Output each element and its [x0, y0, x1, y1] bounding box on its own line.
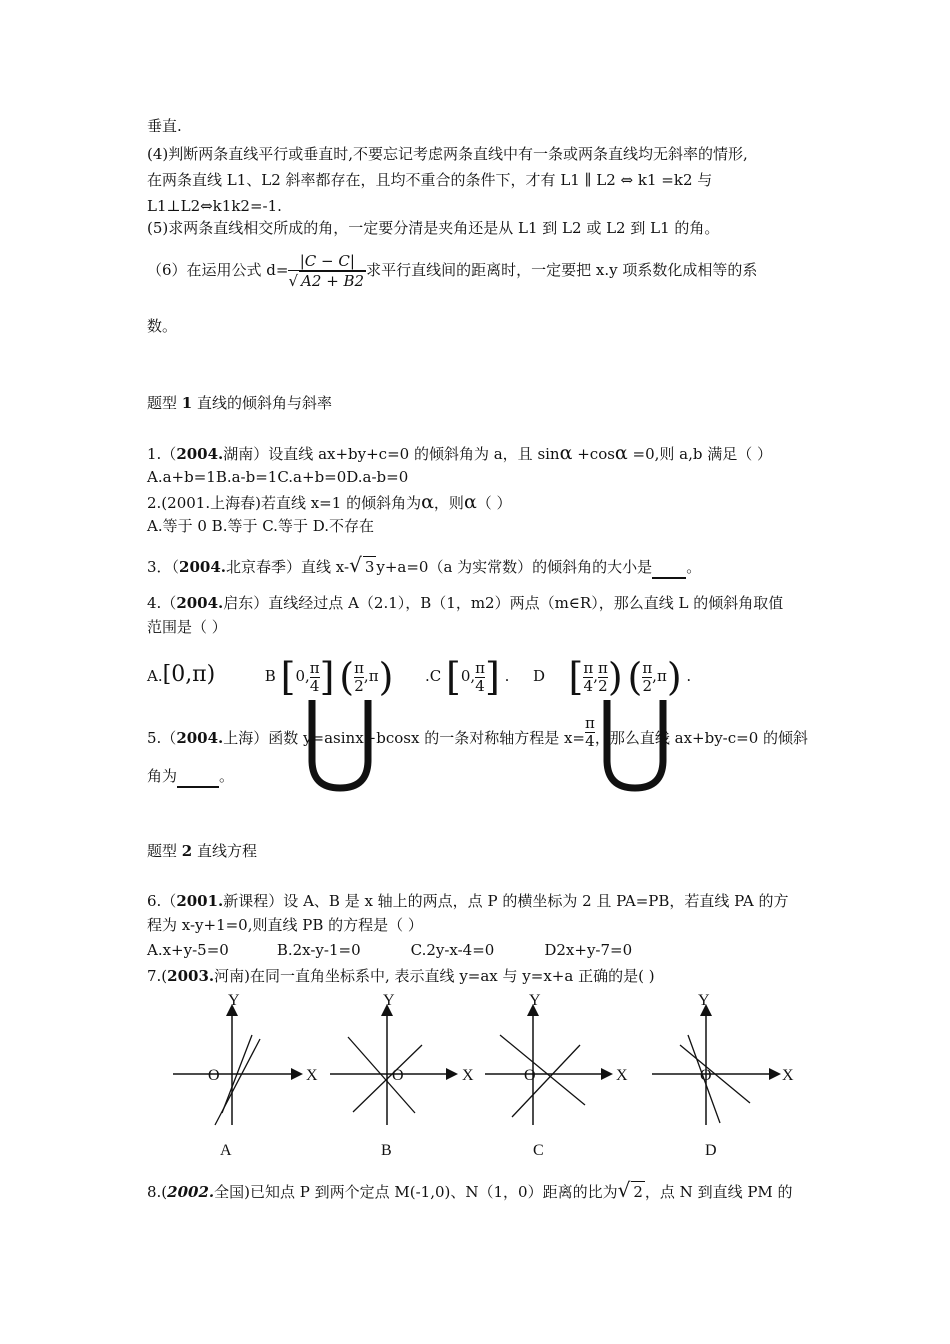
note-line-0: 垂直.: [147, 117, 182, 135]
pi-over-2: [642, 660, 652, 695]
q1-text-b: 湖南）设直线 ax+by+c=0 的倾斜角为 a，且 sin: [223, 445, 560, 463]
q4-option-a-value: [0,π): [162, 662, 216, 687]
q5-text: 5.（: [147, 729, 177, 747]
bracket: ]: [485, 655, 500, 699]
section-1-heading: [147, 393, 332, 413]
two: 2: [354, 676, 364, 695]
y-axis-label: Y: [529, 992, 541, 1009]
pi: π: [656, 667, 667, 685]
formula-denominator: A2 + B2: [301, 272, 365, 290]
q6-year: 2001.: [176, 892, 224, 910]
section-2-heading: [147, 841, 257, 861]
graph-label-c: C: [533, 1142, 544, 1159]
question-8: [147, 1180, 793, 1202]
q3-text-b: 北京春季）直线 x-: [226, 558, 350, 576]
note-line-4: (4)判断两条直线平行或垂直时,不要忘记考虑两条直线中有一条或两条直线均无斜率的情形,: [147, 145, 748, 163]
four: 4: [585, 731, 595, 750]
q2-text: 2.(2001.上海春)若直线 x=1 的倾斜角为: [147, 494, 422, 512]
origin-label: O: [700, 1067, 712, 1084]
question-5-line2: [147, 766, 234, 788]
pi: π: [585, 713, 595, 732]
question-2: [147, 492, 512, 513]
q6-text-b: 新课程）设 A、B 是 x 轴上的两点，点 P 的横坐标为 2 且 PA=PB，若直线 PA 的方: [223, 892, 789, 910]
origin-label: O: [208, 1067, 220, 1084]
section-label: 题型: [147, 394, 182, 412]
question-6: [147, 891, 788, 911]
section-title: 直线的倾斜角与斜率: [192, 394, 332, 412]
u-shape-graphic: [300, 698, 380, 798]
question-7: [147, 966, 655, 986]
q4-text: 4.（: [147, 594, 177, 612]
y-axis-label: Y: [698, 992, 710, 1009]
bracket: ): [378, 655, 394, 699]
q3-text: 3．（: [147, 558, 180, 576]
q8-year: 2002.: [167, 1183, 215, 1201]
pi: π: [475, 658, 485, 677]
q3-text-d: 。: [686, 558, 702, 576]
q4-option-b-label: B: [264, 667, 276, 685]
q1-year: 2004.: [176, 445, 224, 463]
dot: .: [686, 667, 692, 685]
graph-label-a: A: [220, 1142, 232, 1159]
pi: π: [583, 658, 594, 677]
question-1: [147, 443, 772, 464]
question-3: [147, 555, 701, 579]
origin-label: O: [524, 1067, 536, 1084]
x-axis-label: X: [306, 1067, 318, 1084]
dot: .: [504, 667, 510, 685]
q6-option-c: C.2y-x-4=0: [410, 941, 495, 959]
alpha-symbol: α: [421, 491, 434, 513]
section-number: 2: [181, 842, 193, 860]
q5-year: 2004.: [176, 729, 224, 747]
note-line-6b: 数。: [147, 317, 178, 335]
q8-text: 8.(: [147, 1183, 168, 1201]
q5-text-e: 。: [219, 767, 235, 785]
question-2-options: A.等于 0 B.等于 C.等于 D.不存在: [147, 517, 374, 535]
pi-over-4: [475, 660, 485, 695]
section-number: 1: [181, 394, 193, 412]
q7-text-b: 河南)在同一直角坐标系中, 表示直线 y=ax 与 y=x+a 正确的是( ): [214, 967, 655, 985]
x-axis-label: X: [616, 1067, 628, 1084]
q4-option-d-label: D: [532, 667, 545, 685]
x-axis-label: X: [782, 1067, 794, 1084]
pi-over-4: [583, 660, 593, 695]
question-4-options: A.[0,π) B [0, $\frac{\pi}{4}$ ] ( $\frac{\pi}{2}$ ,π) .C [0, $\frac{\pi}{4}$ ] . D [ $\frac{\pi}{4}$ , $\frac{\pi}{2}$ ) ( $\frac{\pi}{2}$ ,π) .: [147, 655, 692, 699]
question-5: [147, 713, 809, 750]
pi-over-2: [354, 660, 364, 695]
bracket: [: [445, 655, 461, 699]
formula-suffix: 求平行直线间的距离时，一定要把 x.y 项系数化成相等的系: [366, 261, 758, 279]
q5-text-b: 上海）函数 y=asinx+bcosx 的一条对称轴方程是 x=: [223, 729, 585, 747]
origin-label: O: [392, 1067, 404, 1084]
graph-label-d: D: [705, 1142, 717, 1159]
q6-text: 6.（: [147, 892, 177, 910]
section-title: 直线方程: [192, 842, 257, 860]
q6-option-a: A.x+y-5=0: [147, 941, 229, 959]
alpha-symbol: α: [559, 442, 573, 464]
question-6-line2: 程为 x-y+1=0,则直线 PB 的方程是（ ）: [147, 916, 423, 934]
two: 2: [642, 676, 653, 695]
q7-graphs: [160, 985, 810, 1165]
question-4: [147, 593, 783, 613]
q3-text-c: y+a=0（a 为实常数）的倾斜角的大小是: [376, 558, 653, 576]
four: 4: [309, 676, 320, 695]
bracket: ]: [319, 655, 335, 699]
bracket: (: [339, 655, 355, 699]
distance-formula: $\frac{|C - C|}{√ A2 + B2}$: [288, 252, 365, 290]
question-4-line2: 范围是（ ）: [147, 618, 227, 636]
pi: π: [368, 667, 379, 685]
graph-d: [652, 992, 794, 1159]
q6-option-b: B.2x-y-1=0: [276, 941, 361, 959]
bracket: [: [280, 655, 296, 699]
note-line-5: (5)求两条直线相交所成的角，一定要分清是夹角还是从 L1 到 L2 或 L2 到 L1 的角。: [147, 219, 720, 237]
four: 4: [583, 676, 594, 695]
note-line-4c: L1⊥L2⇔k1k2=-1.: [147, 197, 282, 215]
bracket: [: [568, 655, 584, 699]
note-line-6: [147, 250, 757, 290]
q4-option-a-label: A.: [147, 667, 163, 685]
note-line-4b: 在两条直线 L1、L2 斜率都存在，且均不重合的条件下，才有 L1 ∥ L2 ⇔ k1 =k2 与: [147, 171, 713, 189]
y-axis-label: Y: [383, 992, 395, 1009]
pi-over-2: [598, 660, 608, 695]
q1-text-c: +cos: [572, 445, 615, 463]
formula-prefix: （6）在运用公式 d=: [147, 261, 289, 279]
bracket: ): [666, 655, 682, 699]
q3-radicand: 3: [364, 558, 375, 576]
q8-text-c: ，点 N 到直线 PM 的: [644, 1183, 793, 1201]
answer-blank: [177, 766, 219, 788]
q2-text-b: ，则: [433, 494, 464, 512]
bracket: (: [627, 655, 643, 699]
u-shape-graphic: [595, 698, 675, 798]
zero: 0: [460, 667, 471, 685]
question-1-options: A.a+b=1B.a-b=1C.a+b=0D.a-b=0: [147, 468, 409, 486]
graph-b: [330, 992, 474, 1159]
alpha-symbol: α: [614, 442, 628, 464]
graph-label-b: B: [381, 1142, 392, 1159]
q6-option-d: D2x+y-7=0: [544, 941, 633, 959]
q8-text-b: 全国)已知点 P 到两个定点 M(-1,0)、N（1，0）距离的比为: [214, 1183, 618, 1201]
zero: 0: [295, 667, 305, 685]
q5-text-d: 角为: [147, 767, 178, 785]
pi: π: [309, 658, 320, 677]
q3-year: 2004.: [179, 558, 227, 576]
formula-numerator: |C − C|: [299, 252, 355, 270]
q7-year: 2003.: [167, 967, 215, 985]
q4-year: 2004.: [176, 594, 224, 612]
sqrt-sign: √: [617, 1178, 631, 1202]
bracket: ): [607, 655, 623, 699]
q2-text-c: （ ）: [476, 494, 512, 512]
sqrt-sign: √: [349, 553, 362, 577]
answer-blank: [652, 557, 686, 579]
pi: π: [354, 658, 364, 677]
x-axis-label: X: [462, 1067, 474, 1084]
four: 4: [475, 676, 485, 695]
pi: π: [598, 658, 608, 677]
pi: π: [642, 658, 653, 677]
q7-text: 7.(: [147, 967, 168, 985]
question-6-options: [147, 940, 632, 960]
y-axis-label: Y: [228, 992, 240, 1009]
q1-text-d: =0,则 a,b 满足（ ）: [627, 445, 773, 463]
two: 2: [598, 676, 608, 695]
q5-text-c: ，那么直线 ax+by-c=0 的倾斜: [594, 729, 809, 747]
graph-c: [485, 992, 628, 1159]
pi-over-4: [585, 715, 595, 750]
section-label: 题型: [147, 842, 182, 860]
pi-over-4: [310, 660, 320, 695]
graph-a: [173, 992, 318, 1159]
alpha-symbol: α: [463, 491, 477, 513]
q8-radicand: 2: [633, 1183, 643, 1201]
q4-option-c-label: .C: [424, 667, 442, 685]
q1-text: 1.（: [147, 445, 177, 463]
q4-text-b: 启东）直线经过点 A（2.1），B（1，m2）两点（m∈R），那么直线 L 的倾斜角取值: [223, 594, 784, 612]
